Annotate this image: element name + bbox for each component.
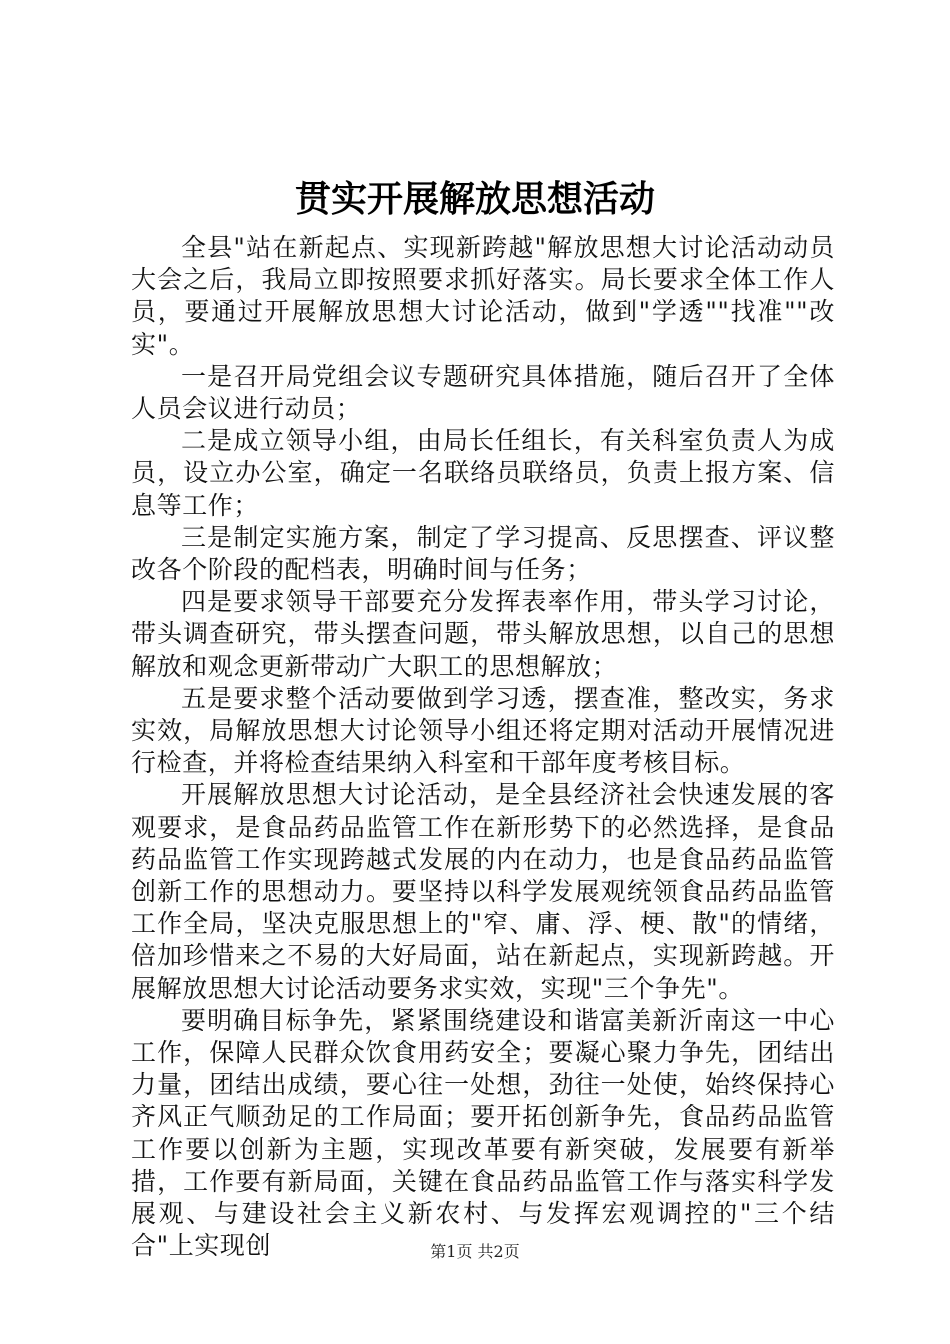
document-body <box>131 232 835 1263</box>
paragraph-measure-2: 二是成立领导小组，由局长任组长，有关科室负责人为成员，设立办公室，确定一名联络员联络员，负责上报方案、信息等工作； <box>131 426 835 520</box>
page-footer: 第1页 共2页 <box>430 1242 520 1261</box>
paragraph-three-firsts: 要明确目标争先，紧紧围绕建设和谐富美新沂南这一中心工作，保障人民群众饮食用药安全；要凝心聚力争先，团结出力量，团结出成绩，要心往一处想，劲往一处使，始终保持心齐风正气顺劲足的工作局面；要开拓创新争先，食品药品监管工作要以创新为主题，实现改革要有新突破，发展要有新举措，工作要有新局面，关键在食品药品监管工作与落实科学发展观、与建设社会主义新农村、与发挥宏观调控的"三个结合"上实现创 <box>131 1005 835 1261</box>
paragraph-measure-1: 一是召开局党组会议专题研究具体措施，随后召开了全体人员会议进行动员； <box>131 361 835 424</box>
paragraph-significance: 开展解放思想大讨论活动，是全县经济社会快速发展的客观要求，是食品药品监管工作在新形势下的必然选择，是食品药品监管工作实现跨越式发展的内在动力，也是食品药品监管创新工作的思想动力。要坚持以科学发展观统领食品药品监管工作全局，坚决克服思想上的"窄、庸、浮、梗、散"的情绪，倍加珍惜来之不易的大好局面，站在新起点，实现新跨越。开展解放思想大讨论活动要务求实效，实现"三个争先"。 <box>131 780 835 1003</box>
paragraph-measure-5: 五是要求整个活动要做到学习透，摆查准，整改实，务求实效，局解放思想大讨论领导小组还将定期对活动开展情况进行检查，并将检查结果纳入科室和干部年度考核目标。 <box>131 683 835 778</box>
paragraph-measure-3: 三是制定实施方案，制定了学习提高、反思摆查、评议整改各个阶段的配档表，明确时间与任务； <box>131 522 835 585</box>
paragraph-measure-4: 四是要求领导干部要充分发挥表率作用，带头学习讨论，带头调查研究，带头摆查问题，带头解放思想，以自己的思想解放和观念更新带动广大职工的思想解放； <box>131 587 835 681</box>
document-title: 贯实开展解放思想活动 <box>294 179 655 220</box>
paragraph-intro: 全县"站在新起点、实现新跨越"解放思想大讨论活动动员大会之后，我局立即按照要求抓好落实。局长要求全体工作人员，要通过开展解放思想大讨论活动，做到"学透""找准""改实"。 <box>131 233 835 359</box>
